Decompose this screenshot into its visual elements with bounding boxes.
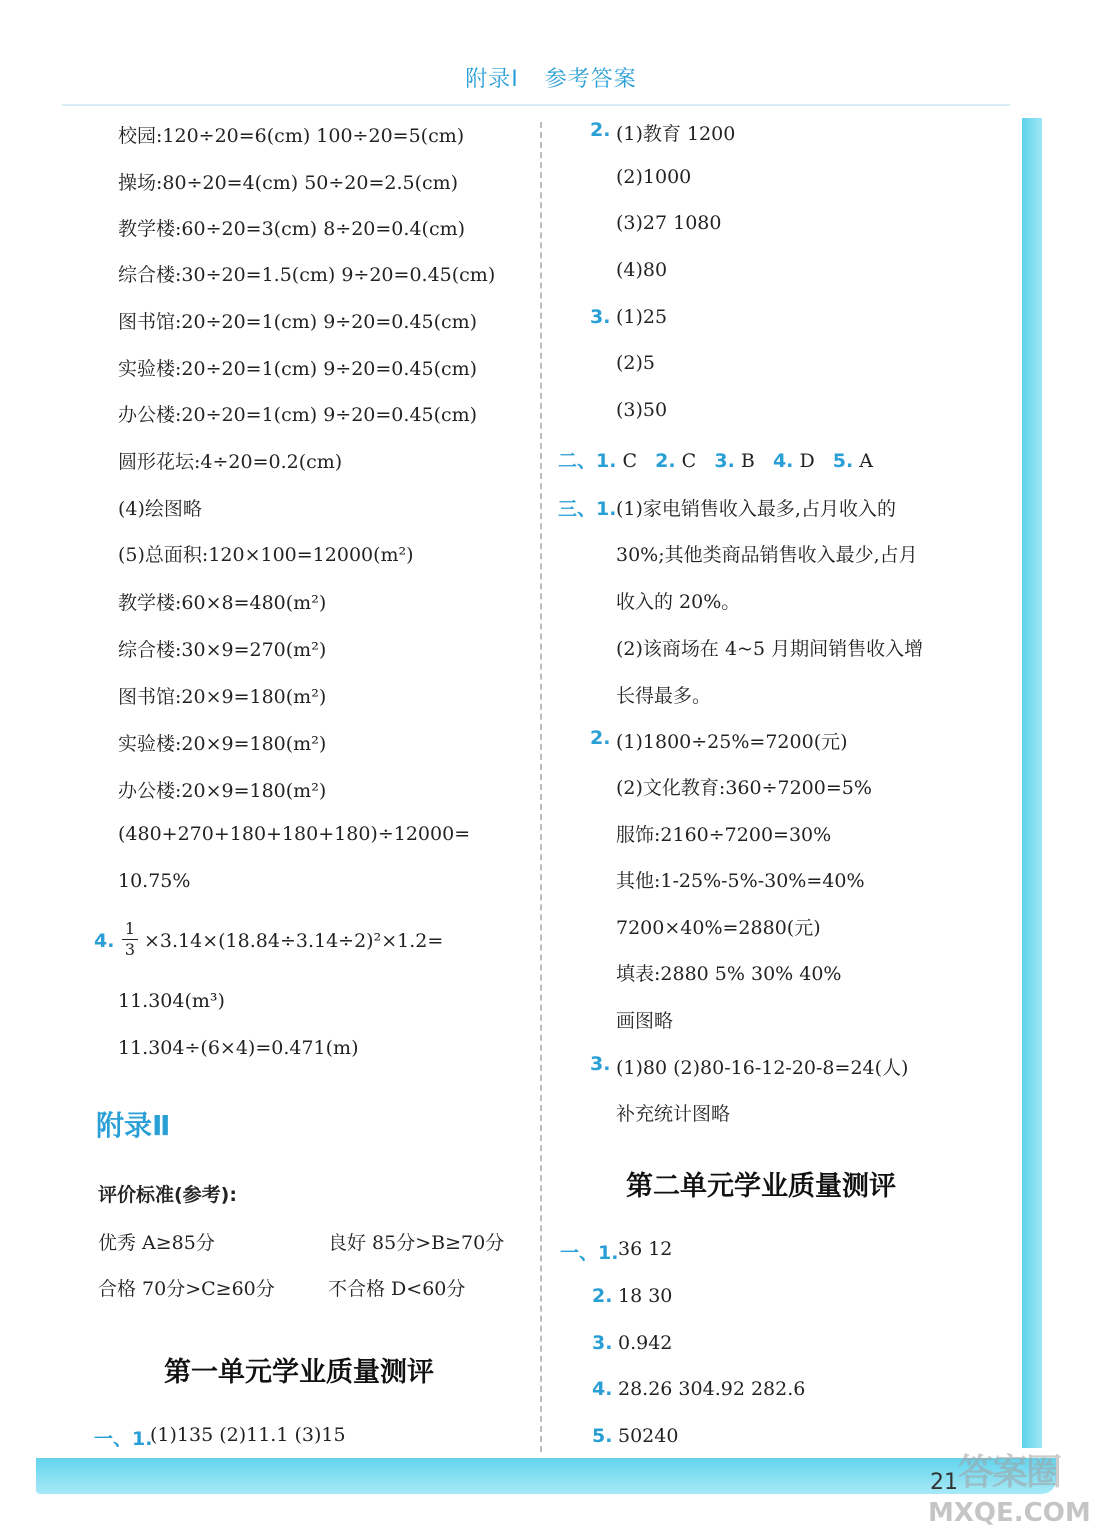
page-edge-right — [1022, 118, 1042, 1448]
left-line: (5)总面积:120×100=12000(m²) — [118, 544, 414, 566]
left-line: 操场:80÷20=4(cm) 50÷20=2.5(cm) — [118, 172, 459, 194]
left-line: 图书馆:20×9=180(m²) — [118, 686, 327, 708]
item-text: (4)80 — [616, 259, 668, 281]
unit1-q1-number: 一、1. — [94, 1428, 153, 1450]
q4-number: 4. — [94, 930, 115, 952]
section3-q2-line: 服饰:2160÷7200=30% — [616, 824, 832, 846]
page-number: 21 — [930, 1470, 958, 1495]
section3-q2-number: 2. — [590, 727, 611, 749]
section3-q3-line: 补充统计图略 — [616, 1103, 731, 1125]
left-line: 实验楼:20÷20=1(cm) 9÷20=0.45(cm) — [118, 358, 478, 380]
choice-answer: D — [799, 450, 815, 472]
section3-q2-line: (2)文化教育:360÷7200=5% — [616, 777, 872, 799]
section3-q2-line: 画图略 — [616, 1010, 674, 1032]
choice-answer: C — [622, 450, 638, 472]
section3-line: 长得最多。 — [616, 685, 712, 707]
grade-excellent: 优秀 A≥85分 — [98, 1232, 215, 1254]
left-line: (4)绘图略 — [118, 498, 202, 520]
unit1-q1-answer: (1)135 (2)11.1 (3)15 — [150, 1424, 346, 1446]
unit1-title: 第一单元学业质量测评 — [164, 1357, 434, 1388]
section3-q3-line: (1)80 (2)80-16-12-20-8=24(人) — [616, 1057, 909, 1079]
header-part1: 附录Ⅰ — [465, 67, 519, 92]
column-divider — [540, 122, 542, 1452]
grade-good: 良好 85分>B≥70分 — [328, 1232, 505, 1254]
criteria-label: 评价标准(参考): — [98, 1184, 237, 1206]
left-line: 教学楼:60÷20=3(cm) 8÷20=0.4(cm) — [118, 218, 466, 240]
appendix-2-title: 附录Ⅱ — [96, 1109, 171, 1142]
grade-pass: 合格 70分>C≥60分 — [98, 1278, 275, 1300]
section3-line: 收入的 20%。 — [616, 591, 741, 613]
left-line: 综合楼:30÷20=1.5(cm) 9÷20=0.45(cm) — [118, 264, 496, 286]
item-text: (2)1000 — [616, 166, 692, 188]
choice-number: 4. — [772, 450, 794, 472]
grade-fail: 不合格 D<60分 — [328, 1278, 466, 1300]
fraction-one-third — [122, 920, 138, 959]
unit2-title: 第二单元学业质量测评 — [626, 1171, 896, 1202]
left-line: 圆形花坛:4÷20=0.2(cm) — [118, 451, 343, 473]
section3-number: 三、1. — [558, 498, 617, 520]
unit2-item-text: 18 30 — [618, 1285, 673, 1307]
left-line: (480+270+180+180+180)÷12000= — [118, 823, 471, 845]
left-line: 图书馆:20÷20=1(cm) 9÷20=0.45(cm) — [118, 311, 478, 333]
section3-q2-line: 填表:2880 5% 30% 40% — [616, 963, 842, 985]
left-line: 10.75% — [118, 870, 191, 892]
choice-answer: B — [740, 450, 755, 472]
choice-prefix: 二、1. — [558, 450, 617, 472]
q4-expression: ×3.14×(18.84÷3.14÷2)²×1.2= — [144, 930, 444, 952]
section3-line: (1)家电销售收入最多,占月收入的 — [616, 498, 896, 520]
item-text: (1)教育 1200 — [616, 123, 736, 145]
item-text: (2)5 — [616, 352, 656, 374]
left-line: 办公楼:20×9=180(m²) — [118, 780, 327, 802]
unit2-item-number: 4. — [592, 1378, 613, 1400]
unit2-item-text: 36 12 — [618, 1238, 673, 1260]
choice-answer: C — [681, 450, 697, 472]
choice-number: 2. — [655, 450, 676, 472]
choice-number: 5. — [832, 450, 854, 472]
choice-answers — [558, 446, 873, 473]
fraction-numerator: 1 — [124, 919, 136, 938]
q4-result: 11.304(m³) — [118, 990, 225, 1012]
left-line: 校园:120÷20=6(cm) 100÷20=5(cm) — [118, 125, 465, 147]
unit2-item-number: 2. — [592, 1285, 613, 1307]
unit2-item-number: 5. — [592, 1425, 613, 1447]
choice-answer: A — [859, 450, 874, 472]
watermark-url: MXQE.COM — [928, 1498, 1091, 1528]
item-text: (1)25 — [616, 306, 668, 328]
item-text: (3)27 1080 — [616, 212, 722, 234]
section3-q3-number: 3. — [590, 1053, 611, 1075]
page-header — [0, 62, 1102, 93]
watermark-logo: 答案圈 — [958, 1452, 1061, 1493]
q4-division: 11.304÷(6×4)=0.471(m) — [118, 1037, 359, 1059]
unit2-item-text: 50240 — [618, 1425, 679, 1447]
left-line: 综合楼:30×9=270(m²) — [118, 639, 327, 661]
page-edge-bottom — [36, 1458, 1056, 1494]
unit2-item-number: 3. — [592, 1332, 613, 1354]
left-line: 实验楼:20×9=180(m²) — [118, 733, 327, 755]
section3-q2-line: 7200×40%=2880(元) — [616, 917, 821, 939]
unit2-item-text: 0.942 — [618, 1332, 673, 1354]
item-number: 2. — [590, 119, 611, 141]
item-number: 3. — [590, 306, 611, 328]
left-line: 教学楼:60×8=480(m²) — [118, 592, 327, 614]
fraction-denominator: 3 — [124, 940, 136, 959]
choice-number: 3. — [714, 450, 735, 472]
header-part2: 参考答案 — [544, 67, 637, 92]
header-rule — [62, 104, 1010, 106]
section3-line: 30%;其他类商品销售收入最少,占月 — [616, 544, 918, 566]
item-text: (3)50 — [616, 399, 668, 421]
section3-q2-line: (1)1800÷25%=7200(元) — [616, 731, 848, 753]
unit2-item-number: 一、1. — [560, 1242, 619, 1264]
section3-line: (2)该商场在 4~5 月期间销售收入增 — [616, 638, 924, 660]
unit2-item-text: 28.26 304.92 282.6 — [618, 1378, 806, 1400]
section3-q2-line: 其他:1-25%-5%-30%=40% — [616, 870, 865, 892]
left-line: 办公楼:20÷20=1(cm) 9÷20=0.45(cm) — [118, 404, 478, 426]
